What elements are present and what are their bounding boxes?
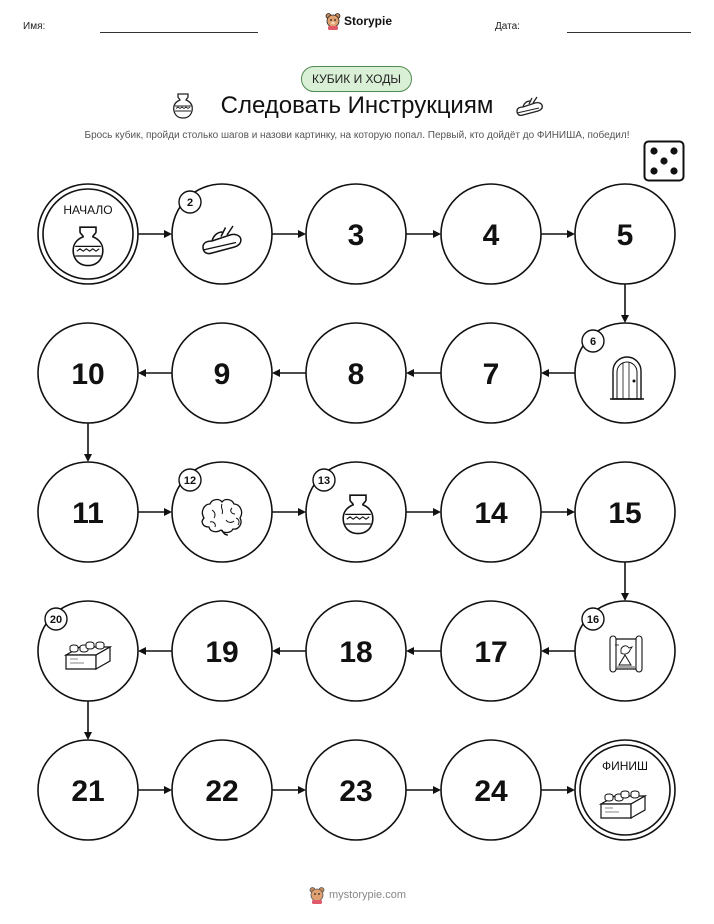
bear-logo-icon — [309, 886, 325, 904]
start-label: НАЧАЛО — [63, 203, 113, 217]
cell-number: 8 — [347, 358, 365, 391]
brick-icon — [66, 642, 110, 669]
board-cell-18 — [306, 601, 406, 701]
cell-number: 13 — [317, 475, 331, 487]
cell-number: 12 — [183, 475, 197, 487]
board-cell-23 — [306, 740, 406, 840]
cell-number: 18 — [339, 636, 373, 669]
board-cell-16 — [575, 601, 675, 701]
cell-number: 7 — [482, 358, 500, 391]
board-cell-2 — [172, 184, 272, 284]
cell-number: 20 — [49, 614, 63, 626]
door-icon — [610, 357, 644, 399]
board-cell-9 — [172, 323, 272, 423]
board-cell-20 — [38, 601, 138, 701]
footer — [309, 886, 406, 904]
cell-number: 4 — [482, 219, 500, 252]
cell-number: 10 — [71, 358, 105, 391]
instructions: Брось кубик, пройди столько шагов и назови картинку, на которую попал. Первый, кто дойдёт до ФИНИША, победил! — [84, 130, 630, 141]
footer-url[interactable]: mystorypie.com — [329, 889, 407, 901]
cell-number: 15 — [608, 497, 642, 530]
board-cell-13 — [306, 462, 406, 562]
board-cell-3 — [306, 184, 406, 284]
cell-number: 23 — [339, 775, 373, 808]
board-cell-8 — [306, 323, 406, 423]
cell-number: 21 — [71, 775, 105, 808]
board-cell-start — [38, 184, 138, 284]
map-icon — [610, 636, 642, 672]
board-cell-5 — [575, 184, 675, 284]
cell-number: 17 — [474, 636, 508, 669]
cell-number: 16 — [586, 614, 600, 626]
board-cell-4 — [441, 184, 541, 284]
board-cell-15 — [575, 462, 675, 562]
cell-number: 3 — [347, 219, 365, 252]
board-cell-24 — [441, 740, 541, 840]
board-cell-10 — [38, 323, 138, 423]
board-cell-6 — [575, 323, 675, 423]
board-cell-21 — [38, 740, 138, 840]
cell-number: 5 — [616, 219, 634, 252]
cell-number: 2 — [186, 197, 194, 209]
board-cell-11 — [38, 462, 138, 562]
cell-number: 6 — [589, 336, 597, 348]
cell-number: 19 — [205, 636, 239, 669]
cell-number: 22 — [205, 775, 239, 808]
board-cell-14 — [441, 462, 541, 562]
cell-number: 11 — [72, 497, 104, 530]
cell-number: 24 — [474, 775, 508, 808]
brick-icon — [601, 791, 645, 818]
page-title: Следовать Инструкциям — [220, 92, 494, 119]
board-cell-finish — [575, 740, 675, 840]
date-label: Дата: — [495, 21, 520, 32]
finish-label: ФИНИШ — [601, 759, 649, 773]
cell-number: 14 — [474, 497, 508, 530]
cell-number: 9 — [213, 358, 231, 391]
board-cell-17 — [441, 601, 541, 701]
board-cell-19 — [172, 601, 272, 701]
board-cell-12 — [172, 462, 272, 562]
brand-name: Storypie — [344, 14, 393, 28]
board-cell-22 — [172, 740, 272, 840]
board-cell-7 — [441, 323, 541, 423]
name-label: Имя: — [23, 21, 46, 32]
category-badge: КУБИК И ХОДЫ — [301, 66, 412, 92]
